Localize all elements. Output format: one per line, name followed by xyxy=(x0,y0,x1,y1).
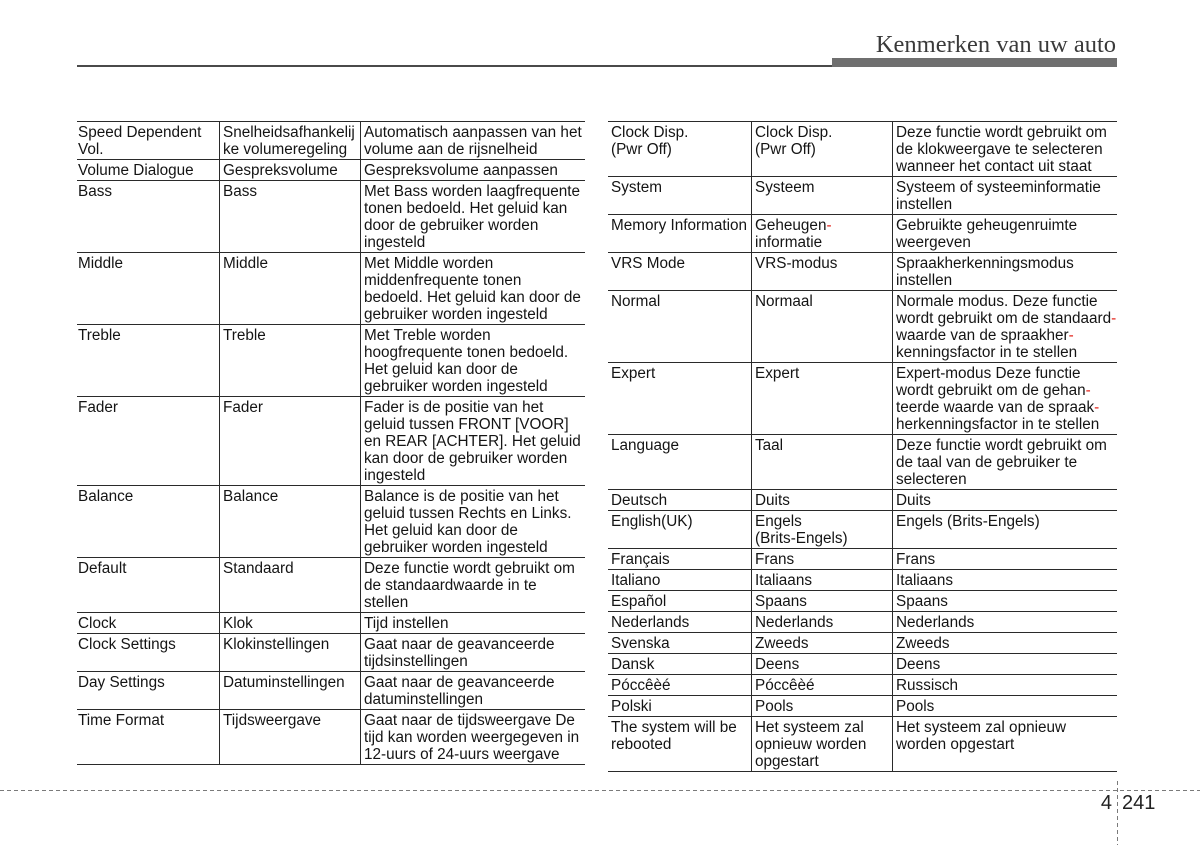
function-name-cell: Balance xyxy=(78,488,134,505)
description-cell: Zweeds xyxy=(892,633,1117,653)
translation-cell: Bass xyxy=(219,181,360,252)
function-name-cell: VRS Mode xyxy=(611,255,685,272)
description-cell: Deze functie wordt gebruikt om de klokweergave te selecteren wanneer het contact uit staat xyxy=(892,122,1117,176)
function-name-cell: Italiano xyxy=(611,572,661,589)
translation-cell: Klok xyxy=(219,613,360,633)
function-name-cell: Fader xyxy=(78,399,118,416)
translation-cell: Spaans xyxy=(751,591,892,611)
function-name-cell: Bass xyxy=(78,183,113,200)
function-name-cell: Language xyxy=(611,437,680,454)
translation-cell: VRS-modus xyxy=(751,253,892,290)
function-name-cell: Day Settings xyxy=(78,674,165,691)
description-cell: Systeem of systeeminformatie instellen xyxy=(892,177,1117,214)
function-name-cell: System xyxy=(611,179,662,196)
translation-cell: Clock Disp. (Pwr Off) xyxy=(751,122,892,176)
description-cell: Italiaans xyxy=(892,570,1117,590)
description-cell: Deens xyxy=(892,654,1117,674)
description-cell: Spraakherkenningsmodus instellen xyxy=(892,253,1117,290)
description-cell: Het systeem zal opnieuw worden opgestart xyxy=(892,717,1117,771)
function-name-cell: Treble xyxy=(78,327,121,344)
function-name-cell: Dansk xyxy=(611,656,655,673)
description-cell: Fader is de positie van het geluid tussen FRONT [VOOR] en REAR [ACHTER]. Het geluid kan door de gebruiker worden ingesteld xyxy=(360,397,585,485)
translation-cell: Póccêèé xyxy=(751,675,892,695)
translation-cell: Datuminstellingen xyxy=(219,672,360,709)
function-name-cell: Nederlands xyxy=(611,614,690,631)
function-name-cell: Clock Disp. (Pwr Off) xyxy=(611,124,689,158)
translation-cell: Geheugen- informatie xyxy=(751,215,892,252)
translation-cell: Fader xyxy=(219,397,360,485)
function-name-cell: Memory Information xyxy=(611,217,748,234)
function-name-cell: Volume Dialogue xyxy=(78,162,194,179)
description-cell: Pools xyxy=(892,696,1117,716)
function-name-cell: Expert xyxy=(611,365,656,382)
page-title: Kenmerken van uw auto xyxy=(875,31,1116,58)
description-cell: Balance is de positie van het geluid tussen Rechts en Links. Het geluid kan door de gebruiker worden ingesteld xyxy=(360,486,585,557)
function-name-cell: Middle xyxy=(78,255,124,272)
description-cell: Deze functie wordt gebruikt om de standaardwaarde in te stellen xyxy=(360,558,585,612)
translation-cell: Frans xyxy=(751,549,892,569)
translation-cell: Zweeds xyxy=(751,633,892,653)
function-name-cell: Clock xyxy=(78,615,117,632)
description-cell: Spaans xyxy=(892,591,1117,611)
description-cell: Russisch xyxy=(892,675,1117,695)
translation-cell: Duits xyxy=(751,490,892,510)
description-cell: Gespreksvolume aanpassen xyxy=(360,160,585,180)
hyphenation-mark: - xyxy=(1111,310,1117,327)
translation-cell: Balance xyxy=(219,486,360,557)
function-name-cell: Polski xyxy=(611,698,652,715)
description-cell: Nederlands xyxy=(892,612,1117,632)
translation-cell: Systeem xyxy=(751,177,892,214)
description-cell: Met Treble worden hoogfrequente tonen bedoeld. Het geluid kan door de gebruiker worden ingesteld xyxy=(360,325,585,396)
hyphenation-mark: - xyxy=(1068,327,1074,344)
description-cell: Tijd instellen xyxy=(360,613,585,633)
translation-cell: Nederlands xyxy=(751,612,892,632)
description-cell: Duits xyxy=(892,490,1117,510)
translation-cell: Engels (Brits-Engels) xyxy=(751,511,892,548)
translation-cell: Pools xyxy=(751,696,892,716)
translation-cell: Treble xyxy=(219,325,360,396)
description-cell: Normale modus. Deze functie wordt gebruikt om de standaard- waarde van de spraakher- kenningsfactor in te stellen xyxy=(892,291,1117,362)
description-cell: Gaat naar de tijdsweergave De tijd kan worden weergegeven in 12-uurs of 24-uurs weergave xyxy=(360,710,585,764)
description-cell: Met Middle worden middenfrequente tonen bedoeld. Het geluid kan door de gebruiker worden ingesteld xyxy=(360,253,585,324)
function-name-cell: Clock Settings xyxy=(78,636,176,653)
translation-cell: Expert xyxy=(751,363,892,434)
function-name-cell: English(UK) xyxy=(611,513,693,530)
translation-cell: Klokinstellingen xyxy=(219,634,360,671)
description-cell: Automatisch aanpassen van het volume aan de rijsnelheid xyxy=(360,122,585,159)
translation-cell: Deens xyxy=(751,654,892,674)
translation-cell: Middle xyxy=(219,253,360,324)
translation-cell: Standaard xyxy=(219,558,360,612)
function-name-cell: Time Format xyxy=(78,712,165,729)
translation-cell: Tijdsweergave xyxy=(219,710,360,764)
description-cell: Frans xyxy=(892,549,1117,569)
description-cell: Deze functie wordt gebruikt om de taal van de gebruiker te selecteren xyxy=(892,435,1117,489)
function-name-cell: Normal xyxy=(611,293,661,310)
function-name-cell: Svenska xyxy=(611,635,670,652)
function-name-cell: Español xyxy=(611,593,667,610)
function-name-cell: Default xyxy=(78,560,127,577)
chapter-number: 4 xyxy=(1100,792,1112,814)
function-name-cell: Français xyxy=(611,551,670,568)
description-cell: Met Bass worden laagfrequente tonen bedoeld. Het geluid kan door de gebruiker worden ingesteld xyxy=(360,181,585,252)
function-name-cell: The system will be rebooted xyxy=(611,719,737,753)
translation-cell: Het systeem zal opnieuw worden opgestart xyxy=(751,717,892,771)
function-name-cell: Póccêèé xyxy=(611,677,671,694)
function-name-cell: Speed Dependent Vol. xyxy=(78,124,202,158)
description-cell: Engels (Brits-Engels) xyxy=(892,511,1117,548)
description-cell: Gaat naar de geavanceerde datuminstellingen xyxy=(360,672,585,709)
translation-cell: Normaal xyxy=(751,291,892,362)
translation-cell: Gespreksvolume xyxy=(219,160,360,180)
description-cell: Expert-modus Deze functie wordt gebruikt om de gehan- teerde waarde van de spraak- herkenningsfactor in te stellen xyxy=(892,363,1117,434)
hyphenation-mark: - xyxy=(1085,382,1091,399)
translation-cell: Italiaans xyxy=(751,570,892,590)
translation-cell: Taal xyxy=(751,435,892,489)
description-cell: Gebruikte geheugenruimte weergeven xyxy=(892,215,1117,252)
function-name-cell: Deutsch xyxy=(611,492,668,509)
page-number: 241 xyxy=(1122,792,1156,814)
translation-cell: Snelheidsafhankelij ke volumeregeling xyxy=(219,122,360,159)
description-cell: Gaat naar de geavanceerde tijdsinstellingen xyxy=(360,634,585,671)
hyphenation-mark: - xyxy=(826,217,832,234)
hyphenation-mark: - xyxy=(1094,399,1100,416)
